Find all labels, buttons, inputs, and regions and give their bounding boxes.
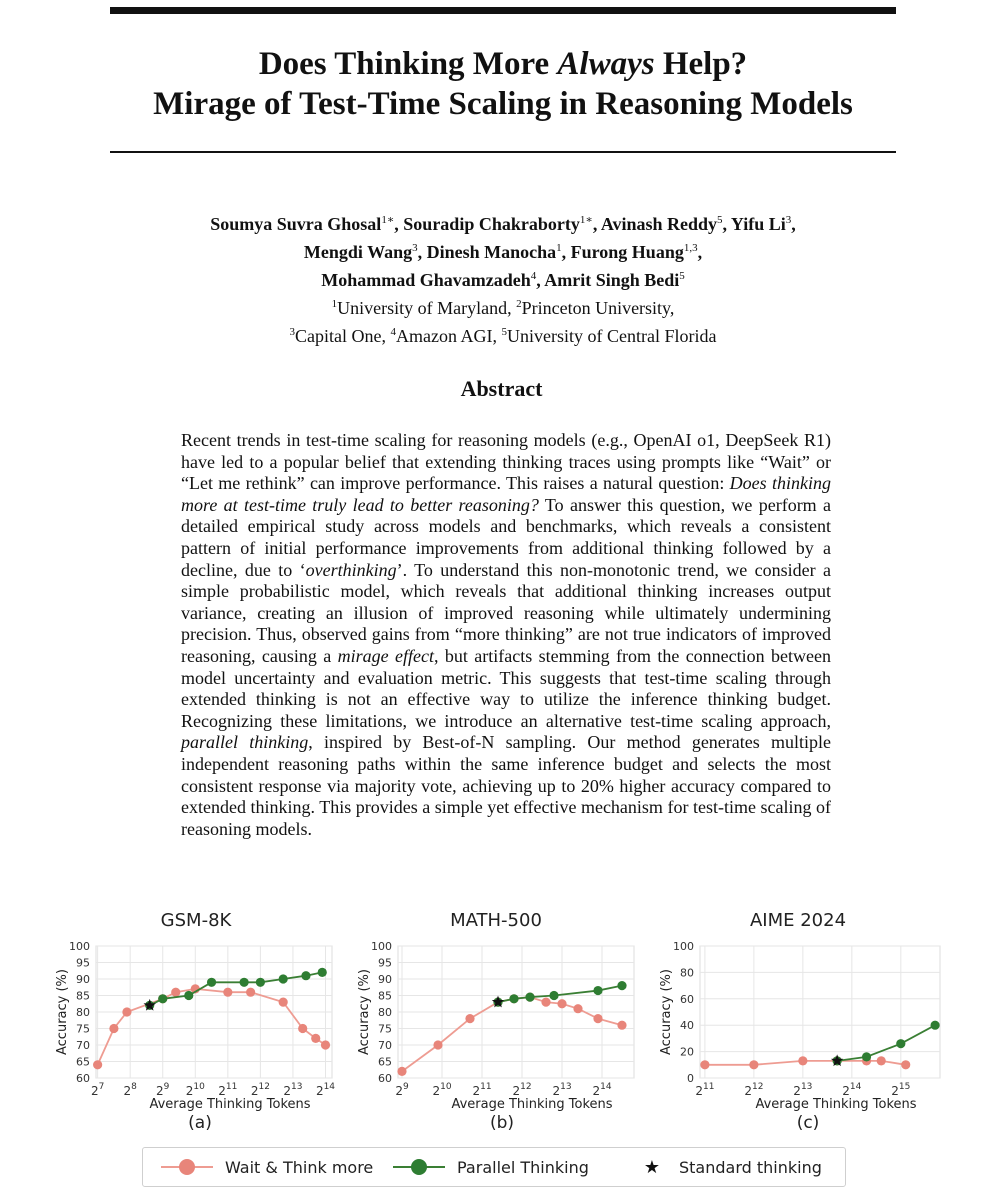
star-icon [637, 1157, 667, 1177]
y-tick-label: 0 [687, 1072, 694, 1085]
chart-3 [659, 910, 940, 1133]
author-sep: , [697, 242, 703, 262]
top-rule [110, 7, 896, 14]
x-tick-base: 2 [185, 1084, 194, 1098]
x-tick-label [91, 1082, 104, 1098]
figure-charts [0, 898, 991, 1148]
x-tick-exponent: 10 [440, 1082, 452, 1092]
author-sup: 5 [679, 270, 685, 282]
affiliations-line-1 [100, 292, 906, 320]
x-tick-base: 2 [472, 1084, 481, 1098]
parallel-data-point [509, 994, 518, 1003]
x-tick-base: 2 [218, 1084, 226, 1098]
wait-data-point [298, 1024, 307, 1033]
x-tick-base: 2 [315, 1084, 324, 1098]
x-tick-label [251, 1082, 270, 1098]
author-sep: , [394, 214, 404, 234]
affiliations-line-2 [100, 320, 906, 348]
x-tick-label [432, 1082, 451, 1098]
y-tick-label: 85 [76, 989, 90, 1003]
abstract-emphasis: Does thinking more at test-time truly lead to better reasoning? [181, 473, 831, 515]
y-tick-label: 100 [371, 940, 392, 953]
x-tick-base: 2 [891, 1084, 899, 1098]
wait-data-point [122, 1007, 131, 1016]
legend-item-parallel [393, 1148, 589, 1186]
y-tick-label: 80 [680, 966, 694, 980]
wait-data-point [246, 988, 255, 997]
authors-line-2 [100, 236, 906, 264]
x-tick-exponent: 11 [225, 1082, 238, 1092]
abstract-text: ’. To understand this non-monotonic trend, we consider a simple probabilistic model, which reveals that additional thinking increases output variance, creating an illusion of improved reasoning while ultimately undermining precision. Thus, observed gains from “more thinking” are not true indicators of improved reasoning, causing a [181, 559, 831, 666]
author-name: Mohammad Ghavamzadeh [321, 270, 531, 290]
legend-label: Standard thinking [679, 1157, 822, 1177]
x-tick-base: 2 [395, 1084, 403, 1098]
wait-data-point [798, 1056, 807, 1065]
x-tick-exponent: 13 [800, 1082, 813, 1092]
wait-data-point [700, 1060, 709, 1069]
parallel-data-point [240, 978, 249, 987]
affiliation-sup: 5 [501, 326, 507, 338]
chart-title: AIME 2024 [749, 910, 847, 931]
abstract-paragraph [181, 430, 831, 840]
x-tick-label [695, 1082, 714, 1098]
author-sup: 4 [530, 270, 537, 282]
x-tick-base: 2 [156, 1084, 164, 1098]
x-tick-label [283, 1082, 302, 1098]
author-sup: 1,3 [683, 242, 698, 254]
author-name: Souradip Chakraborty [403, 214, 580, 234]
y-axis-label: Accuracy (%) [55, 969, 70, 1055]
abstract-body [181, 430, 831, 840]
author-sup: 3 [785, 214, 792, 226]
x-tick-base: 2 [744, 1084, 752, 1098]
author-sep: , [722, 214, 731, 234]
abstract-text: , inspired by Best-of-N sampling. Our method generates multiple independent reasoning paths within the same inference budget and selects the most consistent response via majority vote, achieving up to 20% higher accuracy compared to extended thinking. This provides a simple yet effective mechanism for test-time scaling of reasoning models. [181, 732, 832, 839]
x-tick-label [842, 1082, 861, 1098]
x-tick-exponent: 15 [898, 1082, 911, 1092]
x-tick-exponent: 14 [600, 1082, 612, 1092]
y-tick-label: 90 [378, 973, 392, 986]
author-name: Soumya Suvra Ghosal [210, 214, 382, 234]
chart-2 [357, 910, 634, 1133]
parallel-line-swatch-icon [393, 1157, 445, 1177]
affiliation-text: Princeton University, [521, 298, 675, 318]
y-tick-label: 90 [76, 973, 90, 986]
legend-item-wait [161, 1148, 373, 1186]
wait-data-point [397, 1067, 406, 1076]
author-name: Dinesh Manocha [426, 242, 557, 262]
parallel-data-point [279, 974, 288, 983]
affiliation-text: Capital One, [295, 326, 391, 346]
author-sup: 1 [556, 242, 562, 254]
x-tick-exponent: 13 [560, 1082, 572, 1092]
y-tick-label: 95 [76, 956, 90, 970]
title-part: Does Thinking More [258, 46, 558, 82]
x-axis-label: Average Thinking Tokens [755, 1097, 917, 1112]
x-tick-base: 2 [842, 1084, 850, 1098]
parallel-data-point [896, 1039, 905, 1048]
author-sep: , [592, 214, 601, 234]
wait-data-point [749, 1060, 758, 1069]
author-sup: 1∗ [579, 214, 593, 226]
x-tick-base: 2 [90, 1084, 99, 1098]
abstract-emphasis: overthinking [305, 559, 397, 580]
parallel-swatch-marker [411, 1159, 427, 1175]
y-tick-label: 75 [378, 1022, 392, 1036]
x-tick-label [552, 1082, 571, 1098]
wait-data-point [593, 1014, 602, 1023]
affiliation-sup: 3 [289, 326, 296, 338]
x-tick-label [472, 1082, 491, 1098]
abstract-heading: Abstract [460, 376, 543, 401]
x-tick-exponent: 14 [323, 1082, 336, 1092]
y-tick-label: 70 [378, 1039, 392, 1052]
abstract-text: , but artifacts stemming from the connection between model uncertainty and evaluation metric. This suggests that test-time scaling through extended thinking is not an effective way to utilize the inference thinking budget. Recognizing these limitations, we introduce an alternative test-time scaling approach, [181, 645, 832, 731]
parallel-data-point [158, 994, 167, 1003]
y-tick-label: 85 [378, 989, 392, 1003]
x-tick-exponent: 8 [131, 1082, 137, 1092]
wait-data-point [557, 999, 566, 1008]
x-tick-label [395, 1082, 409, 1098]
x-tick-exponent: 12 [520, 1082, 532, 1092]
x-tick-exponent: 7 [98, 1082, 105, 1092]
affiliation-sup: 2 [516, 298, 522, 310]
wait-data-point [617, 1021, 626, 1030]
y-tick-label: 80 [76, 1006, 90, 1019]
authors-line-3 [100, 264, 906, 292]
y-tick-label: 60 [680, 992, 694, 1006]
y-tick-label: 80 [378, 1006, 392, 1019]
chart-title: MATH-500 [450, 910, 542, 931]
author-sep: , [417, 242, 427, 262]
author-sep: , [536, 270, 545, 290]
y-tick-label: 100 [673, 940, 694, 953]
y-axis-label: Accuracy (%) [357, 969, 372, 1055]
x-tick-label [156, 1082, 170, 1098]
parallel-data-point [549, 991, 558, 1000]
parallel-data-point [931, 1021, 940, 1030]
author-sup: 1∗ [381, 214, 395, 226]
x-tick-label [891, 1082, 910, 1098]
title-line-2: Mirage of Test-Time Scaling in Reasoning Models [153, 86, 853, 122]
y-tick-label: 60 [76, 1072, 90, 1085]
parallel-data-point [184, 991, 193, 1000]
parallel-data-point [862, 1052, 871, 1061]
x-tick-base: 2 [283, 1084, 292, 1098]
x-tick-base: 2 [123, 1084, 132, 1098]
wait-data-point [311, 1034, 320, 1043]
wait-data-point [279, 998, 288, 1007]
wait-data-point [465, 1014, 474, 1023]
paper-title [60, 44, 946, 124]
x-tick-exponent: 10 [193, 1082, 205, 1092]
x-axis-label: Average Thinking Tokens [149, 1097, 311, 1112]
wait-data-point [321, 1040, 330, 1049]
x-tick-exponent: 9 [402, 1082, 409, 1092]
parallel-data-point [593, 986, 602, 995]
x-tick-exponent: 13 [291, 1082, 303, 1092]
abstract-text: Recent trends in test-time scaling for reasoning models (e.g., OpenAI o1, DeepSeek R1) have led to a popular belief that extending thinking traces using prompts like “Wait” or “Let me rethink” can improve performance. This raises a natural question: [181, 430, 831, 494]
affiliation-text: Amazon AGI, [396, 326, 502, 346]
affiliation-text: University of Maryland, [337, 298, 517, 318]
chart-title: GSM-8K [160, 910, 232, 931]
legend-label: Parallel Thinking [457, 1157, 589, 1177]
wait-data-point [877, 1056, 886, 1065]
x-tick-exponent: 11 [702, 1082, 715, 1092]
wait-data-point [433, 1040, 442, 1049]
x-tick-base: 2 [552, 1084, 561, 1098]
y-tick-label: 65 [378, 1055, 392, 1069]
x-tick-label [793, 1082, 812, 1098]
plot-area [700, 946, 940, 1078]
x-tick-exponent: 9 [163, 1082, 170, 1092]
title-emphasis: Always [557, 46, 655, 82]
title-line-1 [60, 44, 946, 84]
parallel-data-point [256, 978, 265, 987]
chart-sublabel: (a) [188, 1113, 212, 1133]
x-tick-base: 2 [512, 1084, 521, 1098]
author-name: Mengdi Wang [303, 242, 413, 262]
wait-data-point [109, 1024, 118, 1033]
wait-data-point [901, 1060, 910, 1069]
x-tick-label [218, 1082, 237, 1098]
y-axis-label: Accuracy (%) [659, 969, 674, 1055]
abstract-emphasis: mirage effect [337, 645, 434, 666]
y-tick-label: 40 [680, 1019, 694, 1033]
parallel-data-point [525, 993, 534, 1002]
wait-data-point [171, 988, 180, 997]
author-name: Avinash Reddy [600, 214, 718, 234]
x-tick-exponent: 12 [751, 1082, 764, 1092]
x-tick-label [123, 1082, 137, 1098]
x-tick-base: 2 [250, 1084, 259, 1098]
wait-data-point [93, 1060, 102, 1069]
x-tick-label [316, 1082, 335, 1098]
wait-swatch-marker [179, 1159, 195, 1175]
y-tick-label: 100 [69, 940, 90, 953]
title-part: Help? [654, 46, 748, 82]
chart-1 [55, 910, 335, 1133]
x-tick-label [744, 1082, 763, 1098]
author-sep: , [561, 242, 571, 262]
x-tick-exponent: 11 [480, 1082, 492, 1092]
y-tick-label: 60 [378, 1072, 392, 1085]
legend-item-star [637, 1148, 822, 1186]
abstract-emphasis: parallel thinking [181, 732, 309, 753]
x-tick-base: 2 [793, 1084, 801, 1098]
author-name: Yifu Li [730, 214, 786, 234]
y-tick-label: 75 [76, 1022, 90, 1036]
x-tick-label [512, 1082, 531, 1098]
title-rule [110, 151, 896, 153]
author-name: Amrit Singh Bedi [544, 270, 680, 290]
affiliation-sup: 1 [331, 298, 338, 310]
parallel-data-point [207, 978, 216, 987]
charts-svg [0, 898, 991, 1143]
x-tick-exponent: 14 [849, 1082, 862, 1092]
author-name: Furong Huang [570, 242, 684, 262]
chart-sublabel: (b) [489, 1113, 515, 1133]
legend-label: Wait & Think more [225, 1157, 374, 1177]
authors-line-1 [100, 208, 906, 236]
wait-data-point [223, 988, 232, 997]
author-sep: , [791, 214, 796, 234]
wait-data-point [541, 998, 550, 1007]
affiliation-sup: 4 [390, 326, 397, 338]
x-tick-exponent: 12 [258, 1082, 270, 1092]
y-tick-label: 70 [76, 1039, 90, 1052]
x-tick-label [592, 1082, 611, 1098]
chart-sublabel: (c) [796, 1113, 820, 1133]
x-tick-base: 2 [432, 1084, 441, 1098]
x-tick-base: 2 [695, 1084, 703, 1098]
author-sup: 3 [412, 242, 418, 254]
wait-line-swatch-icon [161, 1157, 213, 1177]
y-tick-label: 95 [378, 956, 392, 970]
star-glyph: ★ [643, 1157, 661, 1177]
x-tick-label [186, 1082, 205, 1098]
wait-data-point [573, 1004, 582, 1013]
parallel-data-point [318, 968, 327, 977]
parallel-data-point [617, 981, 626, 990]
x-tick-base: 2 [592, 1084, 601, 1098]
x-axis-label: Average Thinking Tokens [451, 1097, 613, 1112]
figure-legend [142, 1147, 846, 1187]
author-block [100, 208, 906, 348]
parallel-data-point [301, 971, 310, 980]
y-tick-label: 65 [76, 1055, 90, 1069]
abstract-text: To answer this question, we perform a detailed empirical study across models and benchmarks, which reveals a consistent pattern of initial performance improvements from additional thinking followed by a decline, due to ‘ [181, 494, 831, 580]
affiliation-text: University of Central Florida [507, 326, 717, 346]
author-sup: 5 [717, 214, 723, 226]
y-tick-label: 20 [680, 1045, 694, 1059]
